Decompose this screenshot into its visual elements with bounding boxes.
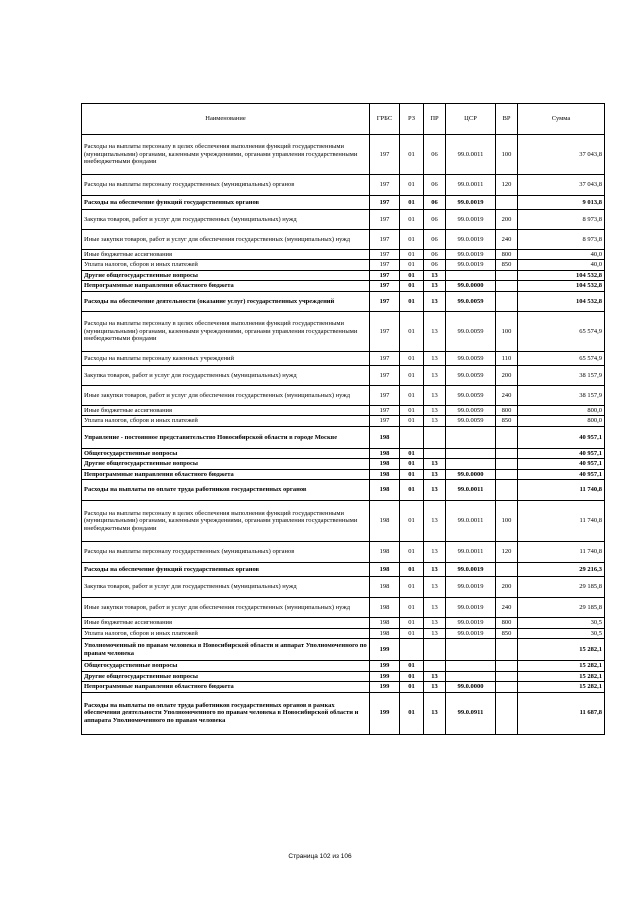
page-number: Страница 102 из 106: [288, 853, 352, 860]
cell-vr: 110: [496, 351, 518, 365]
cell-vr: 850: [496, 628, 518, 638]
cell-rz: 01: [400, 448, 424, 458]
cell-pr: 13: [424, 682, 446, 692]
cell-pr: 13: [424, 577, 446, 598]
cell-csr: 99.0.0059: [446, 405, 496, 415]
cell-rz: 01: [400, 351, 424, 365]
cell-sum: 40,0: [518, 260, 605, 270]
cell-csr: 99.0.0059: [446, 416, 496, 426]
table-row: [82, 448, 605, 458]
cell-rz: 01: [400, 682, 424, 692]
cell-pr: 13: [424, 311, 446, 351]
cell-name: Иные закупки товаров, работ и услуг для обеспечения государственных (муниципальных) нужд: [82, 230, 370, 250]
cell-csr: 99.0.0011: [446, 542, 496, 563]
cell-grbs: 197: [370, 351, 400, 365]
cell-rz: 01: [400, 175, 424, 196]
cell-pr: 13: [424, 563, 446, 577]
cell-name: Уплата налогов, сборов и иных платежей: [82, 416, 370, 426]
cell-rz: 01: [400, 135, 424, 175]
cell-pr: [424, 639, 446, 661]
cell-vr: [496, 661, 518, 671]
cell-sum: 37 043,8: [518, 135, 605, 175]
cell-csr: 99.0.0011: [446, 480, 496, 501]
cell-csr: 99.0.0000: [446, 281, 496, 291]
cell-csr: [446, 639, 496, 661]
table-row: [82, 661, 605, 671]
cell-rz: 01: [400, 501, 424, 542]
cell-sum: 8 973,8: [518, 210, 605, 230]
cell-pr: 13: [424, 365, 446, 385]
header-name: Наименование: [82, 104, 370, 135]
cell-csr: 99.0.0059: [446, 351, 496, 365]
cell-csr: 99.0.0059: [446, 311, 496, 351]
cell-csr: 99.0.0019: [446, 577, 496, 598]
cell-rz: 01: [400, 563, 424, 577]
cell-vr: 240: [496, 385, 518, 405]
cell-sum: 15 282,1: [518, 661, 605, 671]
cell-vr: [496, 270, 518, 280]
cell-grbs: 198: [370, 426, 400, 448]
cell-vr: 240: [496, 598, 518, 618]
cell-vr: 800: [496, 250, 518, 260]
cell-grbs: 199: [370, 682, 400, 692]
cell-rz: 01: [400, 542, 424, 563]
cell-grbs: 198: [370, 448, 400, 458]
cell-name: Расходы на обеспечение функций государственных органов: [82, 563, 370, 577]
cell-csr: 99.0.0059: [446, 291, 496, 311]
cell-rz: 01: [400, 291, 424, 311]
cell-name: Другие общегосударственные вопросы: [82, 671, 370, 681]
cell-vr: [496, 480, 518, 501]
cell-name: Иные закупки товаров, работ и услуг для обеспечения государственных (муниципальных) нужд: [82, 598, 370, 618]
cell-rz: [400, 426, 424, 448]
cell-name: Закупка товаров, работ и услуг для государственных (муниципальных) нужд: [82, 210, 370, 230]
cell-sum: 104 532,8: [518, 281, 605, 291]
cell-vr: [496, 426, 518, 448]
cell-name: Непрограммные направления областного бюджета: [82, 281, 370, 291]
cell-pr: 13: [424, 628, 446, 638]
table-header-row: [82, 104, 605, 135]
table-row: [82, 692, 605, 734]
cell-rz: 01: [400, 577, 424, 598]
cell-grbs: 198: [370, 459, 400, 469]
table-row: [82, 682, 605, 692]
cell-grbs: 197: [370, 210, 400, 230]
cell-csr: 99.0.0019: [446, 628, 496, 638]
table-row: [82, 480, 605, 501]
cell-rz: 01: [400, 480, 424, 501]
cell-grbs: 198: [370, 542, 400, 563]
cell-rz: 01: [400, 661, 424, 671]
cell-csr: 99.0.0019: [446, 196, 496, 210]
cell-grbs: 198: [370, 469, 400, 479]
cell-vr: [496, 671, 518, 681]
budget-table: [81, 103, 605, 735]
cell-rz: 01: [400, 628, 424, 638]
table-row: [82, 281, 605, 291]
cell-name: Иные бюджетные ассигнования: [82, 405, 370, 415]
cell-vr: [496, 563, 518, 577]
table-row: [82, 469, 605, 479]
cell-name: Расходы на выплаты персоналу в целях обеспечения выполнения функций государственными (муниципальными) органами, казенными учреждениями, органами управления государственными внебюджетными фондами: [82, 501, 370, 542]
cell-grbs: 197: [370, 260, 400, 270]
table-row: [82, 628, 605, 638]
table-row: [82, 270, 605, 280]
cell-csr: [446, 661, 496, 671]
cell-sum: 800,0: [518, 405, 605, 415]
cell-name: Уплата налогов, сборов и иных платежей: [82, 628, 370, 638]
header-pr: ПР: [424, 104, 446, 135]
table-row: [82, 598, 605, 618]
cell-csr: 99.0.0019: [446, 563, 496, 577]
cell-name: Непрограммные направления областного бюджета: [82, 469, 370, 479]
cell-sum: 104 532,8: [518, 291, 605, 311]
cell-name: Расходы на обеспечение функций государственных органов: [82, 196, 370, 210]
cell-rz: 01: [400, 598, 424, 618]
cell-pr: [424, 426, 446, 448]
cell-grbs: 197: [370, 270, 400, 280]
cell-pr: 13: [424, 692, 446, 734]
cell-vr: [496, 469, 518, 479]
table-row: [82, 291, 605, 311]
cell-vr: 100: [496, 311, 518, 351]
table-row: [82, 135, 605, 175]
cell-csr: 99.0.0019: [446, 210, 496, 230]
cell-csr: 99.0.0019: [446, 618, 496, 628]
cell-rz: 01: [400, 196, 424, 210]
cell-sum: 40,0: [518, 250, 605, 260]
cell-pr: 06: [424, 175, 446, 196]
cell-name: Непрограммные направления областного бюджета: [82, 682, 370, 692]
cell-grbs: 197: [370, 365, 400, 385]
cell-sum: 38 157,9: [518, 365, 605, 385]
cell-grbs: 197: [370, 416, 400, 426]
cell-grbs: 198: [370, 480, 400, 501]
table-row: [82, 311, 605, 351]
cell-csr: [446, 270, 496, 280]
table-row: [82, 210, 605, 230]
cell-pr: 13: [424, 598, 446, 618]
cell-pr: 06: [424, 196, 446, 210]
cell-sum: 37 043,8: [518, 175, 605, 196]
cell-pr: 13: [424, 618, 446, 628]
cell-grbs: 199: [370, 639, 400, 661]
cell-pr: 13: [424, 501, 446, 542]
table-row: [82, 260, 605, 270]
cell-rz: 01: [400, 416, 424, 426]
cell-csr: 99.0.0000: [446, 682, 496, 692]
cell-name: Расходы на выплаты персоналу казенных учреждений: [82, 351, 370, 365]
cell-grbs: 197: [370, 196, 400, 210]
table-row: [82, 542, 605, 563]
cell-name: Другие общегосударственные вопросы: [82, 459, 370, 469]
cell-csr: 99.0.0059: [446, 385, 496, 405]
table-row: [82, 250, 605, 260]
cell-grbs: 197: [370, 230, 400, 250]
cell-csr: 99.0.0011: [446, 135, 496, 175]
cell-name: Иные бюджетные ассигнования: [82, 250, 370, 260]
cell-grbs: 197: [370, 175, 400, 196]
cell-pr: 13: [424, 281, 446, 291]
cell-vr: [496, 692, 518, 734]
cell-pr: 06: [424, 135, 446, 175]
cell-pr: 13: [424, 542, 446, 563]
cell-sum: 104 532,8: [518, 270, 605, 280]
cell-vr: 100: [496, 501, 518, 542]
cell-grbs: 197: [370, 385, 400, 405]
cell-rz: 01: [400, 230, 424, 250]
table-row: [82, 230, 605, 250]
cell-csr: 99.0.0000: [446, 469, 496, 479]
cell-rz: 01: [400, 459, 424, 469]
cell-vr: [496, 291, 518, 311]
cell-sum: 11 740,8: [518, 542, 605, 563]
cell-pr: [424, 661, 446, 671]
cell-pr: 13: [424, 351, 446, 365]
cell-vr: [496, 639, 518, 661]
cell-vr: [496, 281, 518, 291]
cell-sum: 40 957,1: [518, 448, 605, 458]
cell-rz: 01: [400, 311, 424, 351]
cell-vr: [496, 459, 518, 469]
table-row: [82, 351, 605, 365]
cell-pr: 06: [424, 230, 446, 250]
cell-name: Уполномоченный по правам человека в Новосибирской области и аппарат Уполномоченного по правам человека: [82, 639, 370, 661]
cell-pr: 13: [424, 416, 446, 426]
cell-sum: 15 282,1: [518, 671, 605, 681]
cell-name: Расходы на выплаты персоналу государственных (муниципальных) органов: [82, 542, 370, 563]
cell-grbs: 197: [370, 311, 400, 351]
cell-name: Общегосударственные вопросы: [82, 661, 370, 671]
cell-rz: 01: [400, 270, 424, 280]
cell-name: Уплата налогов, сборов и иных платежей: [82, 260, 370, 270]
cell-rz: 01: [400, 469, 424, 479]
cell-sum: 11 740,8: [518, 501, 605, 542]
cell-name: Закупка товаров, работ и услуг для государственных (муниципальных) нужд: [82, 365, 370, 385]
cell-sum: 38 157,9: [518, 385, 605, 405]
cell-vr: 200: [496, 210, 518, 230]
cell-name: Закупка товаров, работ и услуг для государственных (муниципальных) нужд: [82, 577, 370, 598]
cell-csr: 99.0.0019: [446, 598, 496, 618]
cell-pr: 13: [424, 459, 446, 469]
cell-csr: [446, 426, 496, 448]
cell-sum: 29 185,8: [518, 577, 605, 598]
cell-csr: [446, 459, 496, 469]
cell-vr: 200: [496, 365, 518, 385]
cell-name: Расходы на выплаты по оплате труда работников государственных органов в рамках обеспечения деятельности Уполномоченного по правам человека в Новосибирской области и аппарата Уполномоченного по правам человека: [82, 692, 370, 734]
cell-grbs: 199: [370, 661, 400, 671]
table-row: [82, 459, 605, 469]
cell-vr: [496, 682, 518, 692]
cell-csr: 99.0.0019: [446, 230, 496, 250]
cell-sum: 800,0: [518, 416, 605, 426]
cell-vr: 200: [496, 577, 518, 598]
table-row: [82, 196, 605, 210]
cell-sum: 29 216,3: [518, 563, 605, 577]
cell-pr: 13: [424, 385, 446, 405]
cell-pr: [424, 448, 446, 458]
cell-rz: 01: [400, 405, 424, 415]
table-row: [82, 416, 605, 426]
cell-sum: 65 574,9: [518, 351, 605, 365]
header-csr: ЦСР: [446, 104, 496, 135]
cell-vr: [496, 448, 518, 458]
table-row: [82, 639, 605, 661]
cell-name: Общегосударственные вопросы: [82, 448, 370, 458]
cell-sum: 11 740,8: [518, 480, 605, 501]
cell-grbs: 198: [370, 618, 400, 628]
cell-grbs: 197: [370, 250, 400, 260]
cell-name: Расходы на выплаты персоналу государственных (муниципальных) органов: [82, 175, 370, 196]
cell-grbs: 198: [370, 577, 400, 598]
table-row: [82, 577, 605, 598]
table-row: [82, 618, 605, 628]
cell-name: Другие общегосударственные вопросы: [82, 270, 370, 280]
table-row: [82, 426, 605, 448]
cell-name: Расходы на выплаты персоналу в целях обеспечения выполнения функций государственными (муниципальными) органами, казенными учреждениями, органами управления государственными внебюджетными фондами: [82, 311, 370, 351]
cell-sum: 65 574,9: [518, 311, 605, 351]
cell-csr: 99.0.0911: [446, 692, 496, 734]
cell-csr: 99.0.0011: [446, 501, 496, 542]
cell-vr: 800: [496, 405, 518, 415]
cell-sum: 30,5: [518, 618, 605, 628]
cell-name: Иные закупки товаров, работ и услуг для обеспечения государственных (муниципальных) нужд: [82, 385, 370, 405]
table-body: [82, 135, 605, 735]
cell-name: Расходы на выплаты персоналу в целях обеспечения выполнения функций государственными (муниципальными) органами, казенными учреждениями, органами управления государственными внебюджетными фондами: [82, 135, 370, 175]
cell-pr: 13: [424, 469, 446, 479]
cell-csr: 99.0.0019: [446, 250, 496, 260]
cell-pr: 13: [424, 270, 446, 280]
cell-sum: 8 973,8: [518, 230, 605, 250]
header-sum: Сумма: [518, 104, 605, 135]
cell-rz: 01: [400, 281, 424, 291]
cell-vr: 850: [496, 260, 518, 270]
cell-csr: [446, 448, 496, 458]
table-row: [82, 563, 605, 577]
cell-rz: 01: [400, 365, 424, 385]
cell-pr: 13: [424, 405, 446, 415]
cell-sum: 30,5: [518, 628, 605, 638]
header-rz: РЗ: [400, 104, 424, 135]
cell-pr: 06: [424, 260, 446, 270]
cell-grbs: 199: [370, 671, 400, 681]
cell-rz: 01: [400, 618, 424, 628]
cell-grbs: 199: [370, 692, 400, 734]
cell-sum: 11 687,8: [518, 692, 605, 734]
header-vr: ВР: [496, 104, 518, 135]
cell-grbs: 197: [370, 405, 400, 415]
cell-csr: 99.0.0019: [446, 260, 496, 270]
cell-vr: 120: [496, 175, 518, 196]
cell-csr: 99.0.0059: [446, 365, 496, 385]
table-row: [82, 671, 605, 681]
cell-vr: 100: [496, 135, 518, 175]
cell-pr: 06: [424, 210, 446, 230]
cell-pr: 13: [424, 671, 446, 681]
cell-csr: [446, 671, 496, 681]
cell-sum: 15 282,1: [518, 682, 605, 692]
cell-rz: 01: [400, 385, 424, 405]
cell-sum: 15 282,1: [518, 639, 605, 661]
cell-grbs: 197: [370, 135, 400, 175]
cell-vr: [496, 196, 518, 210]
cell-grbs: 198: [370, 501, 400, 542]
cell-grbs: 198: [370, 563, 400, 577]
cell-name: Расходы на выплаты по оплате труда работников государственных органов: [82, 480, 370, 501]
cell-rz: 01: [400, 260, 424, 270]
cell-pr: 13: [424, 291, 446, 311]
cell-rz: 01: [400, 671, 424, 681]
table-row: [82, 385, 605, 405]
cell-vr: 800: [496, 618, 518, 628]
cell-vr: 120: [496, 542, 518, 563]
cell-sum: 9 013,8: [518, 196, 605, 210]
table-row: [82, 365, 605, 385]
cell-grbs: 198: [370, 628, 400, 638]
table-row: [82, 405, 605, 415]
cell-pr: 06: [424, 250, 446, 260]
table-row: [82, 501, 605, 542]
cell-sum: 29 185,8: [518, 598, 605, 618]
cell-sum: 40 957,1: [518, 469, 605, 479]
cell-csr: 99.0.0011: [446, 175, 496, 196]
cell-name: Иные бюджетные ассигнования: [82, 618, 370, 628]
cell-sum: 40 957,1: [518, 426, 605, 448]
cell-pr: 13: [424, 480, 446, 501]
cell-rz: 01: [400, 692, 424, 734]
cell-name: Управление - постоянное представительство Новосибирской области в городе Москве: [82, 426, 370, 448]
cell-name: Расходы на обеспечение деятельности (оказание услуг) государственных учреждений: [82, 291, 370, 311]
cell-vr: 850: [496, 416, 518, 426]
cell-vr: 240: [496, 230, 518, 250]
table-row: [82, 175, 605, 196]
cell-grbs: 197: [370, 291, 400, 311]
cell-rz: [400, 639, 424, 661]
cell-sum: 40 957,1: [518, 459, 605, 469]
cell-grbs: 198: [370, 598, 400, 618]
cell-rz: 01: [400, 210, 424, 230]
header-grbs: ГРБС: [370, 104, 400, 135]
cell-grbs: 197: [370, 281, 400, 291]
cell-rz: 01: [400, 250, 424, 260]
